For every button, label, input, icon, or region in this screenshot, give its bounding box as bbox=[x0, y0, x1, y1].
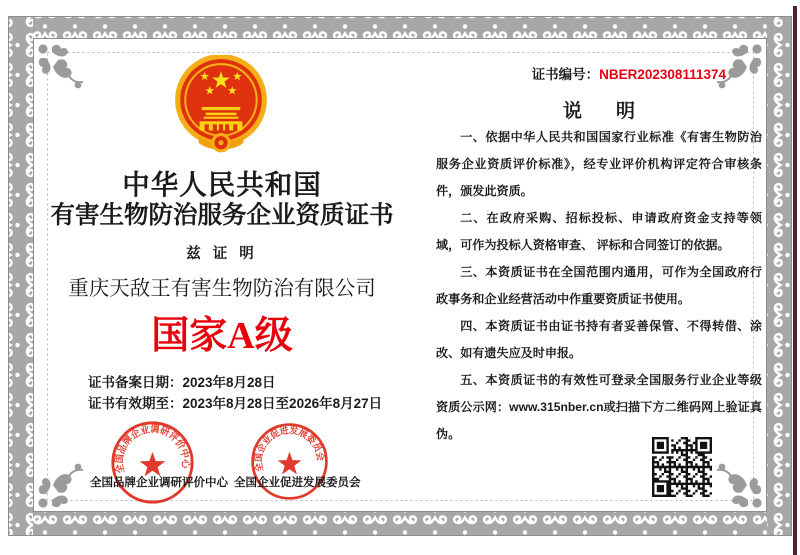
certificate-number-line bbox=[470, 63, 726, 83]
seal-evaluation-center bbox=[109, 419, 196, 506]
qr-code bbox=[652, 437, 712, 497]
title-country: 中华人民共和国 bbox=[122, 169, 322, 200]
grade-level: 国家A级 bbox=[151, 315, 293, 357]
seal-ring-text: 全国企业促进发展委员会 bbox=[253, 425, 326, 473]
date-block bbox=[88, 372, 382, 414]
explanation-paragraph-5: 五、本资质证书的有效性可登录全国服务行业企业等级资质公示网：www.315nber.cn或扫描下方二维码网上验证真伪。 bbox=[436, 373, 762, 441]
explanation-paragraph-1: 一、依据中华人民共和国国家行业标准《有害生物防治服务企业资质评价标准》，经专业评价机构评定符合审核条件，颁发此资质。 bbox=[436, 130, 762, 198]
valid-until-label: 证书有效期至： bbox=[88, 396, 183, 411]
record-date-label: 证书备案日期： bbox=[88, 375, 183, 390]
china-national-emblem-icon bbox=[169, 55, 273, 157]
explanation-title-char2: 明 bbox=[616, 101, 636, 122]
title-certificate: 有害生物防治服务企业资质证书 bbox=[50, 202, 394, 229]
explanation-paragraph-3: 三、本资质证书在全国范围内通用，可作为全国政府行政事务和企业经营活动中作重要资质证书使用。 bbox=[436, 265, 762, 306]
company-name: 重庆天敌王有害生物防治有限公司 bbox=[68, 277, 376, 300]
red-star-icon bbox=[140, 452, 166, 476]
record-date-row bbox=[88, 372, 382, 393]
explanation-title bbox=[436, 96, 762, 123]
explanation-paragraph-4: 四、本资质证书由证书持有者妥善保管、不得转借、涂改、如有遗失应及时申报。 bbox=[436, 319, 762, 360]
seal-ring-text: 全国品牌企业调研评价中心 bbox=[114, 424, 191, 475]
explanation-paragraphs bbox=[436, 124, 762, 448]
certificate-number-label: 证书编号： bbox=[531, 67, 600, 82]
certify-text: 兹 证 明 bbox=[186, 246, 258, 262]
explanation-title-char1: 说 bbox=[562, 101, 582, 122]
red-star-icon bbox=[278, 452, 302, 475]
seal-label-evaluation-center: 全国品牌企业调研评价中心 bbox=[90, 477, 228, 489]
explanation-paragraph-2: 二、在政府采购、招标投标、申请政府资金支持等领域，可作为投标人资格审查、 评标和合同签订的依据。 bbox=[436, 211, 762, 252]
record-date-value: 2023年8月28日 bbox=[182, 375, 276, 390]
seal-label-promotion-committee: 全国企业促进发展委员会 bbox=[234, 477, 361, 489]
qr-code-icon bbox=[652, 437, 712, 497]
certificate-number-value: NBER202308111374 bbox=[599, 67, 726, 82]
valid-until-row bbox=[88, 393, 382, 414]
valid-until-value: 2023年8月28日至2026年8月27日 bbox=[182, 396, 383, 411]
